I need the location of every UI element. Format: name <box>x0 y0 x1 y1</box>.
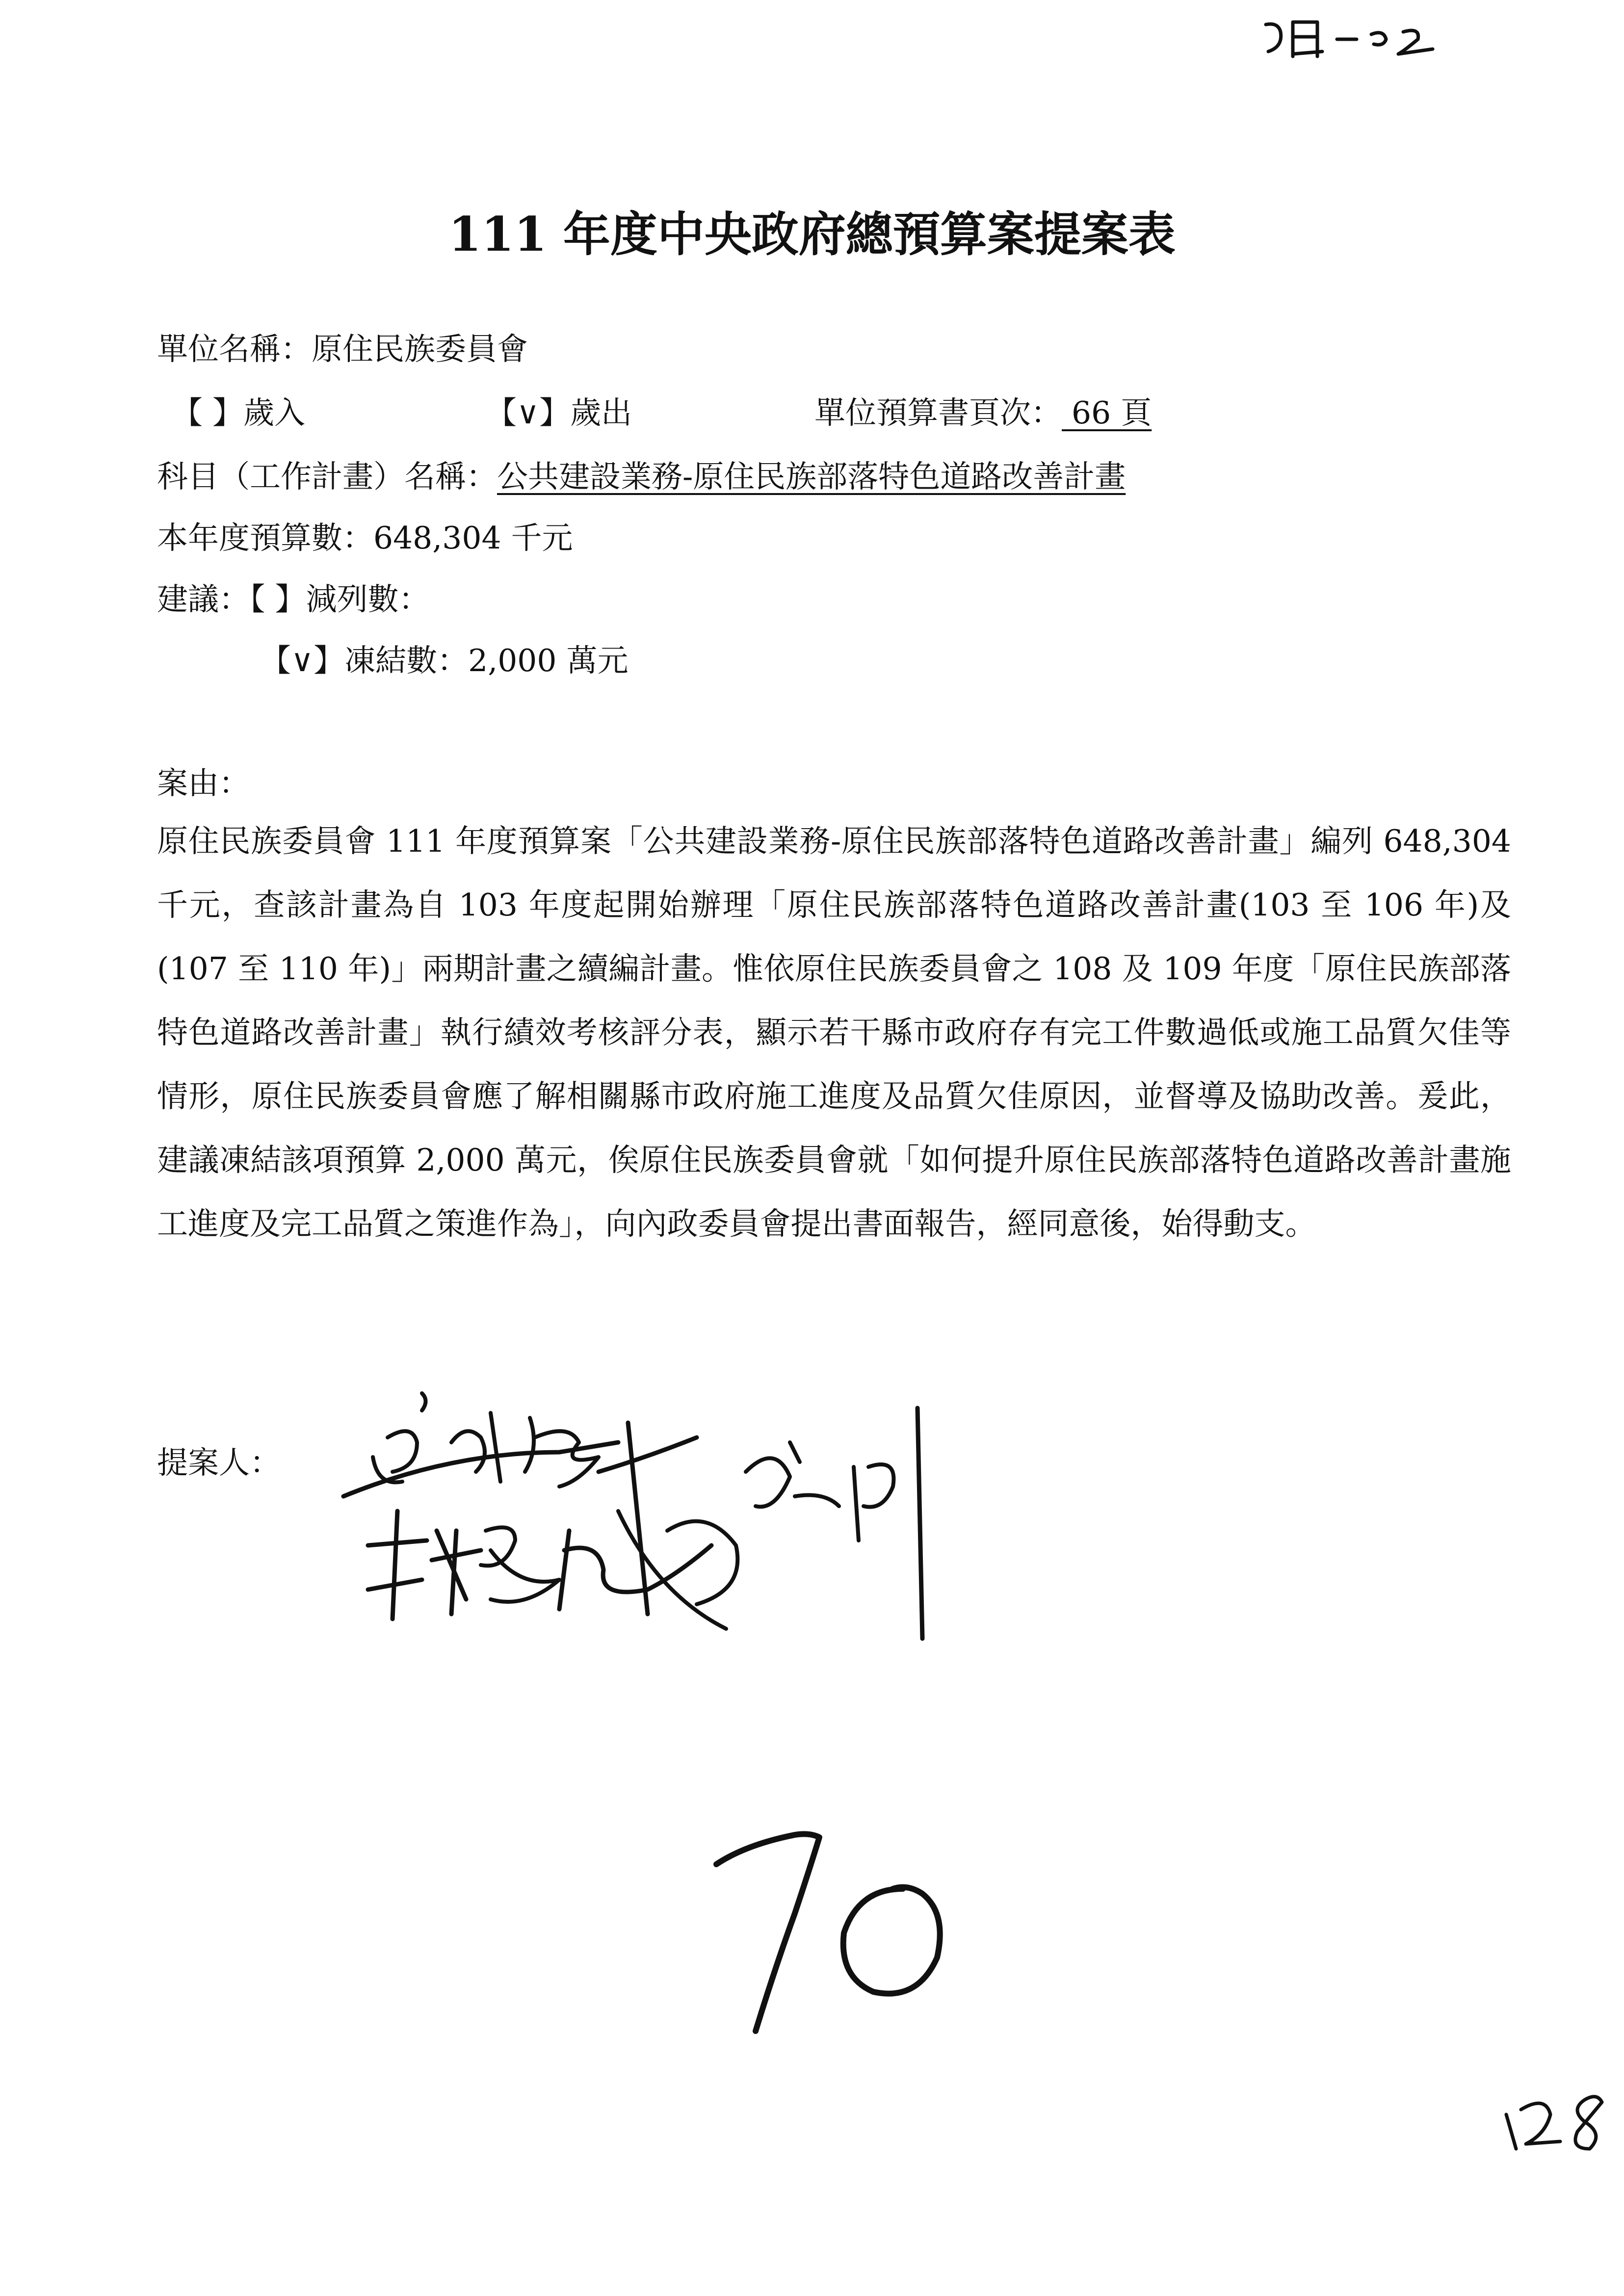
subject-value: 公共建設業務-原住民族部落特色道路改善計畫 <box>497 459 1126 495</box>
handwritten-signature <box>304 1383 1040 1827</box>
expense-checkbox: 【∨】歲出 <box>486 395 632 431</box>
page-value: 66 頁 <box>1062 395 1152 431</box>
subject-label: 科目（工作計畫）名稱： <box>157 459 497 495</box>
page-title: 111 年度中央政府總預算案提案表 <box>448 207 1176 262</box>
suggest-freeze: 【∨】凍結數：2,000 萬元 <box>260 643 629 678</box>
subject-line <box>157 459 1126 495</box>
page-corner-number <box>1492 2080 1619 2161</box>
budget-amount: 本年度預算數：648,304 千元 <box>157 520 573 556</box>
proposer-label: 提案人： <box>157 1445 281 1481</box>
corner-note <box>1256 10 1462 66</box>
reason-text: 原住民族委員會 111 年度預算案「公共建設業務-原住民族部落特色道路改善計畫」編列 648,304 千元，查該計畫為自 103 年度起開始辦理「原住民族部落特色道路改善計畫(103 至 106 年)及(107 至 110 年)」兩期計畫之續編計畫。惟依原住民族委員會之 108 及 109 年度「原住民族部落特色道路改善計畫」執行績效考核評分表，顯示若干縣市政府存有完工件數過低或施工品質欠佳等情形，原住民族委員會應了解相關縣市政府施工進度及品質欠佳原因，並督導及協助改善。爰此，建議凍結該項預算 2,000 萬元，俟原住民族委員會就「如何提升原住民族部落特色道路改善計畫施工進度及完工品質之策進作為」，向內政委員會提出書面報告，經同意後，始得動支。 <box>157 823 1511 1242</box>
revenue-checkbox: 【 】歲入 <box>172 395 306 431</box>
suggest-reduce: 建議：【 】減列數： <box>157 581 430 617</box>
handwritten-number <box>697 1815 971 2053</box>
unit-name: 單位名稱：原住民族委員會 <box>157 331 528 367</box>
page-label: 單位預算書頁次： <box>814 395 1062 431</box>
budget-page-ref <box>814 395 1152 431</box>
reason-label: 案由： <box>157 765 250 801</box>
